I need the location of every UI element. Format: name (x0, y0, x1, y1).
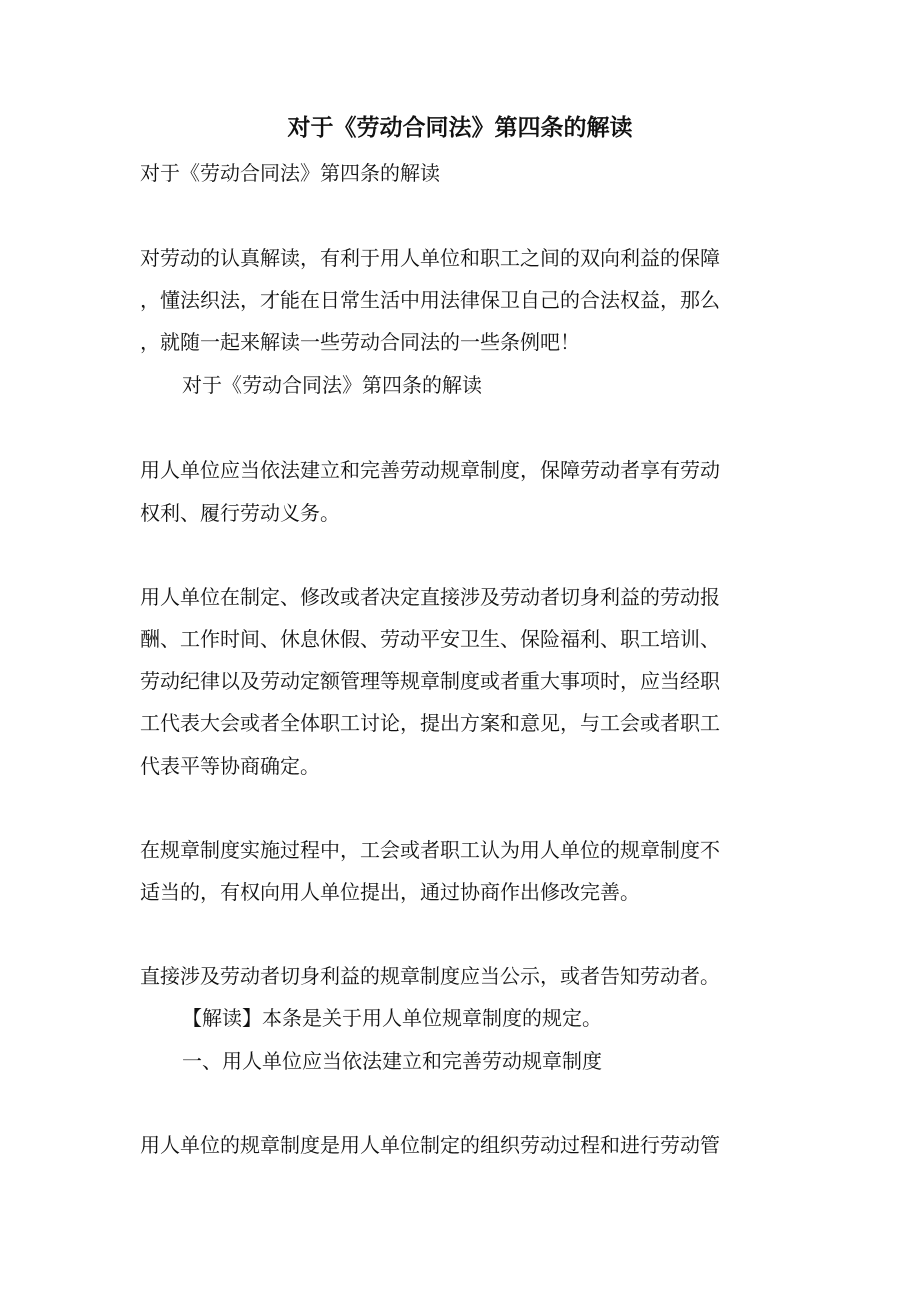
body-line: 对劳动的认真解读，有利于用人单位和职工之间的双向利益的保障 (140, 246, 720, 270)
body-line: 酬、工作时间、休息休假、劳动平安卫生、保险福利、职工培训、 (140, 627, 720, 651)
body-line: 劳动纪律以及劳动定额管理等规章制度或者重大事项时，应当经职 (140, 669, 720, 693)
body-line: 权利、履行劳动义务。 (140, 501, 340, 525)
body-line: 用人单位应当依法建立和完善劳动规章制度，保障劳动者享有劳动 (140, 458, 720, 482)
body-line: 用人单位的规章制度是用人单位制定的组织劳动过程和进行劳动管 (140, 1133, 720, 1157)
body-line: ，就随一起来解读一些劳动合同法的一些条例吧！ (140, 330, 580, 354)
section-heading-line: 对于《劳动合同法》第四条的解读 (182, 373, 482, 397)
body-line: 直接涉及劳动者切身利益的规章制度应当公示，或者告知劳动者。 (140, 964, 720, 988)
interpretation-line: 【解读】本条是关于用人单位规章制度的规定。 (182, 1006, 602, 1030)
subtitle-line: 对于《劳动合同法》第四条的解读 (140, 161, 440, 185)
body-line: ，懂法织法，才能在日常生活中用法律保卫自己的合法权益，那么 (140, 288, 720, 312)
body-line: 代表平等协商确定。 (140, 754, 320, 778)
body-line: 适当的，有权向用人单位提出，通过协商作出修改完善。 (140, 880, 640, 904)
section-heading-line: 一、用人单位应当依法建立和完善劳动规章制度 (182, 1049, 602, 1073)
document-title: 对于《劳动合同法》第四条的解读 (287, 114, 633, 141)
body-line: 工代表大会或者全体职工讨论，提出方案和意见，与工会或者职工 (140, 711, 720, 735)
body-line: 在规章制度实施过程中，工会或者职工认为用人单位的规章制度不 (140, 838, 720, 862)
body-line: 用人单位在制定、修改或者决定直接涉及劳动者切身利益的劳动报 (140, 585, 720, 609)
